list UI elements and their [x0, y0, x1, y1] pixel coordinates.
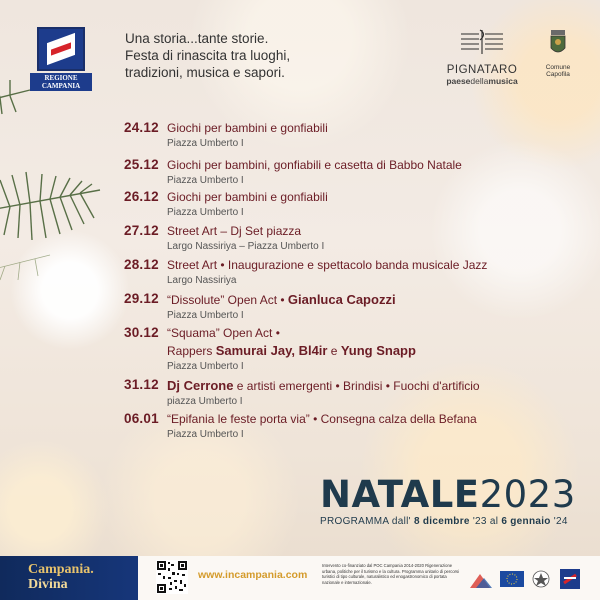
event-place: Largo Nassiriya	[167, 275, 237, 286]
comune-crest-icon	[548, 28, 568, 58]
event-item	[124, 291, 524, 325]
event-date: 31.12	[124, 377, 159, 392]
pignataro-logo	[440, 28, 524, 86]
qr-code-icon[interactable]	[156, 560, 188, 594]
region-logo-label: REGIONE CAMPANIA	[30, 73, 92, 91]
event-item	[124, 223, 524, 257]
event-item	[124, 325, 524, 377]
event-date: 29.12	[124, 291, 159, 306]
event-item	[124, 120, 524, 160]
funding-logos	[468, 566, 594, 592]
event-item	[124, 189, 524, 223]
natale-title	[320, 473, 576, 516]
event-schedule	[124, 120, 524, 445]
event-date: 26.12	[124, 189, 159, 204]
event-place: piazza Umberto I	[167, 396, 243, 407]
event-date: 27.12	[124, 223, 159, 238]
pignataro-subtitle: paesedellamusica	[446, 76, 518, 86]
event-item	[124, 411, 524, 445]
event-place: Piazza Umberto I	[167, 429, 244, 440]
event-title: “Squama” Open Act •	[167, 326, 280, 340]
pine-branch-decoration	[0, 80, 110, 300]
tagline-line-1: Una storia...tante storie.	[125, 31, 269, 46]
event-place: Piazza Umberto I	[167, 175, 244, 186]
regione-emblem-icon	[560, 569, 580, 589]
event-title: Street Art • Inaugurazione e spettacolo banda musicale Jazz	[167, 258, 488, 272]
event-place: Largo Nassiriya – Piazza Umberto I	[167, 241, 325, 252]
footer-bar	[0, 556, 600, 600]
performer-name: Yung Snapp	[340, 343, 416, 358]
natale-word: NATALE	[320, 473, 480, 516]
event-date: 25.12	[124, 157, 159, 172]
programma-dates: PROGRAMMA dall' 8 dicembre '23 al 6 gennaio '24	[320, 516, 568, 527]
italy-emblem-icon	[533, 571, 549, 587]
event-title: Giochi per bambini, gonfiabili e casetta di Babbo Natale	[167, 158, 462, 172]
event-place: Piazza Umberto I	[167, 207, 244, 218]
tagline-line-2: Festa di rinascita tra luoghi,	[125, 48, 291, 63]
poc-logo-icon	[470, 574, 492, 588]
event-title: Dj Cerrone e artisti emergenti • Brindisi • Fuochi d'artificio	[167, 378, 480, 393]
event-title: Giochi per bambini e gonfiabili	[167, 121, 328, 135]
event-item	[124, 377, 524, 411]
brand-line-1: Campania.	[28, 562, 94, 577]
tagline	[125, 30, 290, 81]
comune-label: Comune Capofila	[545, 64, 571, 78]
performer-name: Samurai Jay, Bl4ir	[215, 343, 328, 358]
event-title: Giochi per bambini e gonfiabili	[167, 190, 328, 204]
website-link[interactable]: www.incampania.com	[198, 569, 308, 581]
event-place: Piazza Umberto I	[167, 310, 244, 321]
event-place: Piazza Umberto I	[167, 138, 244, 149]
campania-divina-brand	[0, 556, 138, 600]
event-title: “Epifania le feste porta via” • Consegna calza della Befana	[167, 412, 477, 426]
event-item	[124, 157, 524, 188]
regione-campania-logo	[30, 27, 92, 90]
natale-year: 2023	[479, 473, 576, 516]
eu-flag-icon	[500, 571, 524, 587]
event-place: Piazza Umberto I	[167, 361, 244, 372]
pignataro-name: PIGNATARO	[446, 64, 518, 76]
event-date: 28.12	[124, 257, 159, 272]
brand-line-2: Divina	[28, 577, 68, 592]
event-title-line-2: Rappers Samurai Jay, Bl4ir e Yung Snapp	[167, 343, 416, 358]
tagline-line-3: tradizioni, musica e sapori.	[125, 65, 285, 80]
regione-campania-emblem-icon	[37, 27, 85, 71]
event-title: “Dissolute” Open Act • Gianluca Capozzi	[167, 292, 396, 307]
event-date: 06.01	[124, 411, 159, 426]
funding-disclaimer: Intervento co-finanziato dal POC Campania 2014-2020 Rigenerazione urbana, politiche per il turismo e la cultura. Programma unitario di percorsi turistici di tipo culturale, naturalistico ed enogastronomico di portata nazionale e internazionale.	[322, 563, 460, 585]
performer-name: Dj Cerrone	[167, 378, 234, 393]
comune-logo	[533, 28, 583, 78]
event-date: 30.12	[124, 325, 159, 340]
event-item	[124, 257, 524, 291]
event-date: 24.12	[124, 120, 159, 135]
event-title: Street Art – Dj Set piazza	[167, 224, 302, 238]
performer-name: Gianluca Capozzi	[287, 292, 396, 307]
music-staff-icon	[459, 28, 505, 56]
